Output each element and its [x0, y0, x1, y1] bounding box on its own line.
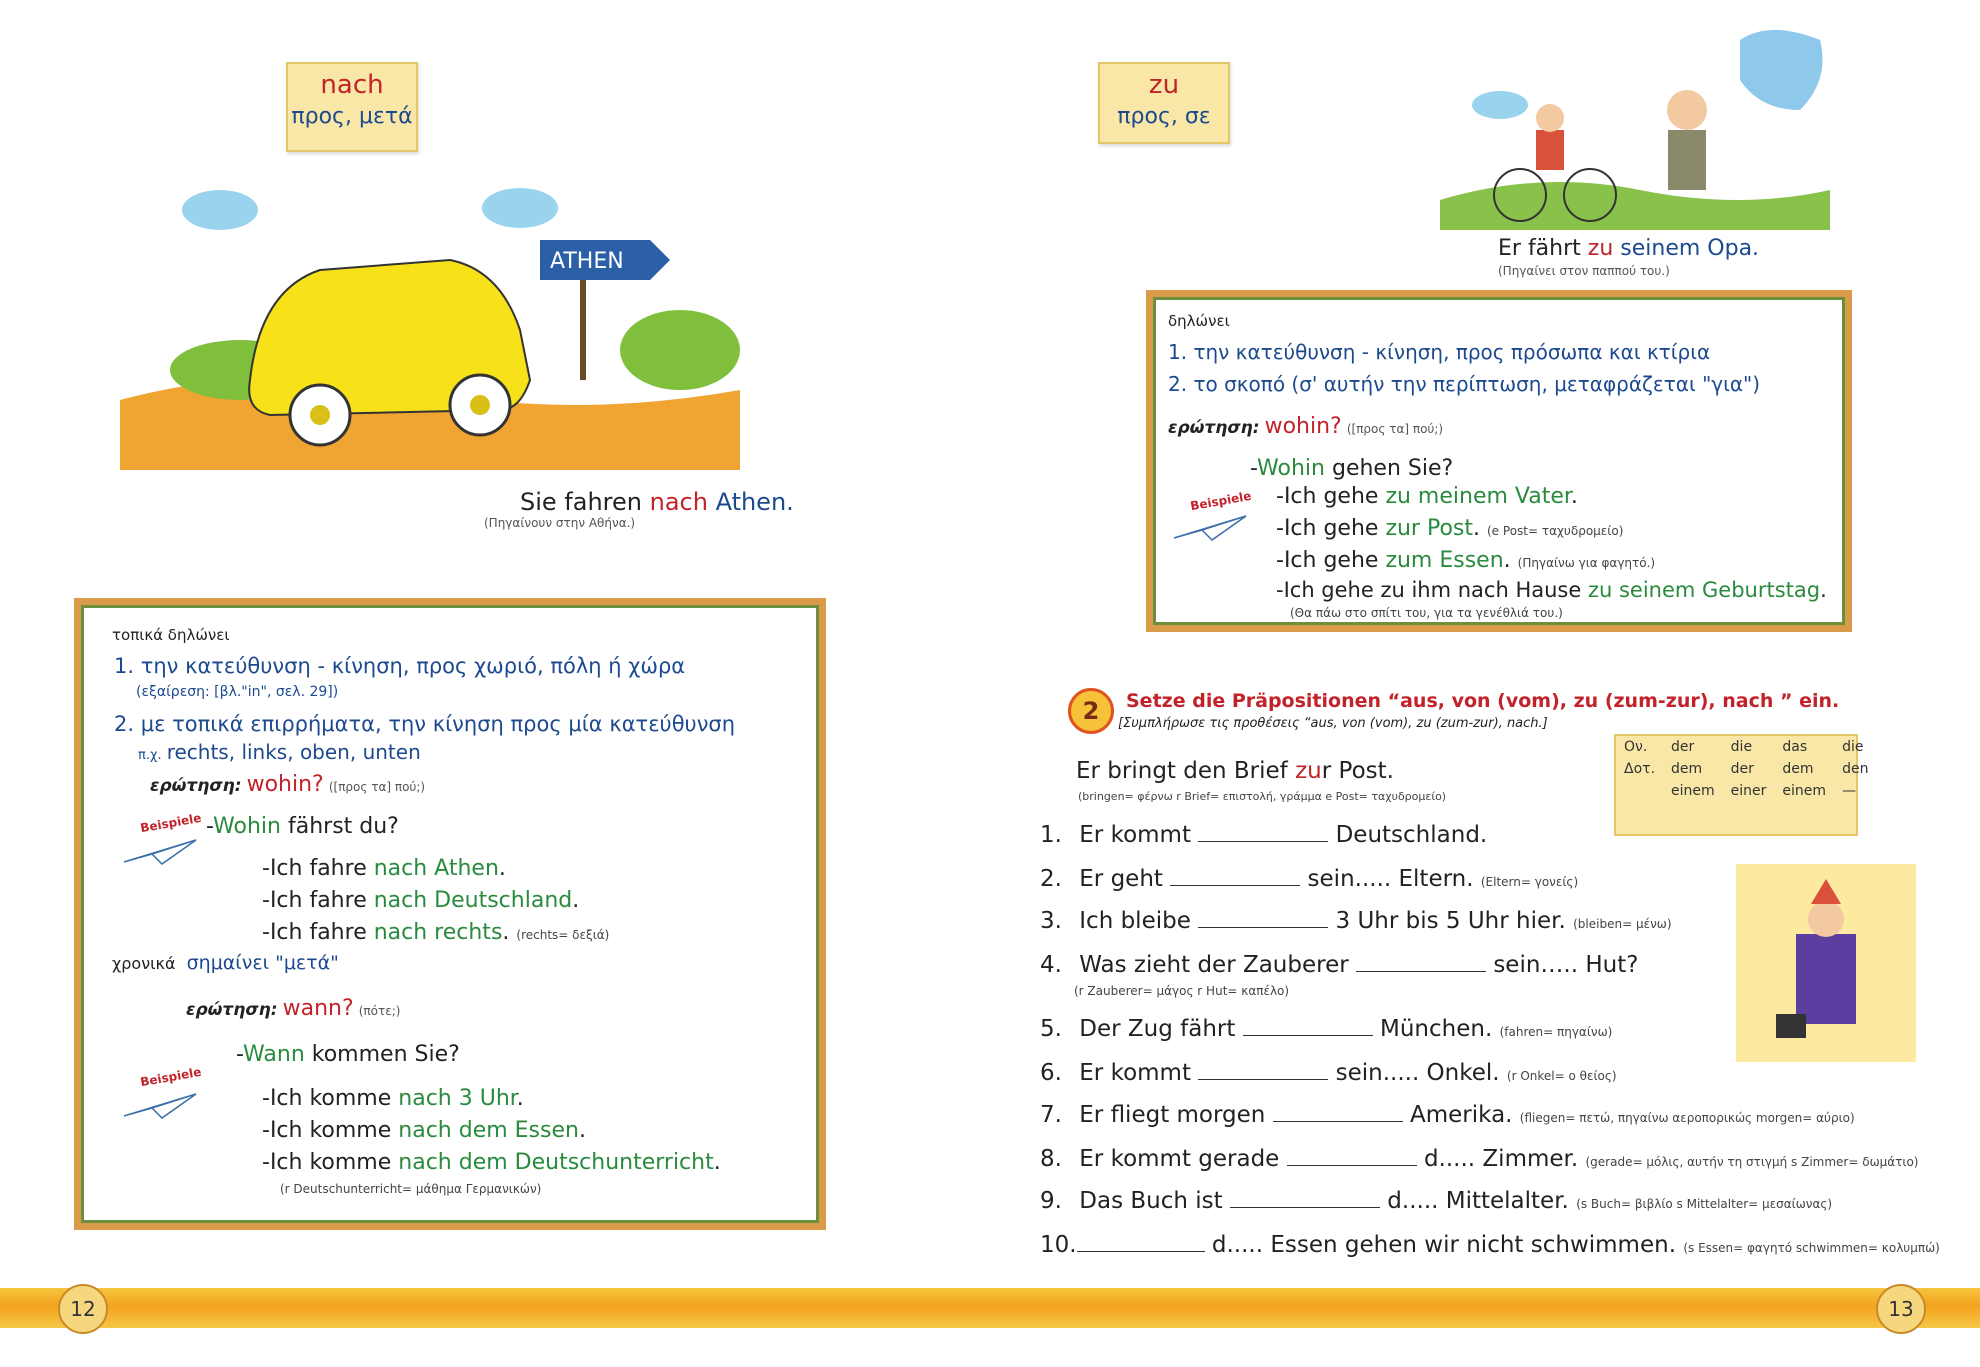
- item-mid: sein….. Hut?: [1493, 952, 1639, 978]
- ex-qword: Wohin: [1257, 456, 1325, 481]
- ex-prep: zu seinem Geburtstag: [1587, 578, 1821, 602]
- item-note: (fliegen= πετώ, πηγαίνω αεροπορικώς morgen= αύριο): [1519, 1111, 1855, 1125]
- ex-post: .: [578, 1118, 586, 1143]
- grandpa-head: [1667, 90, 1707, 130]
- dat-label: Δοτ.: [1624, 761, 1656, 777]
- answer-blank[interactable]: [1243, 1017, 1373, 1036]
- left-ex2-question: [236, 1042, 460, 1067]
- item-pre: Er geht: [1079, 866, 1163, 892]
- paper-plane-icon: [1172, 512, 1248, 542]
- article-cell: einer: [1730, 783, 1767, 799]
- item-pre: Was zieht der Zauberer: [1079, 952, 1349, 978]
- article-cell: dem: [1782, 761, 1814, 777]
- cloud-small: [1472, 91, 1528, 119]
- ex-prep: nach Athen: [373, 856, 499, 881]
- answer-blank[interactable]: [1198, 909, 1328, 928]
- beispiele-tag-3: Beispiele: [1189, 488, 1253, 514]
- example-pre: Er bringt den Brief: [1076, 758, 1296, 784]
- ex-prep: nach dem Deutschunterricht: [398, 1150, 714, 1175]
- ex-pre: -Ich gehe: [1276, 548, 1386, 573]
- page-number-right: 13: [1876, 1284, 1926, 1334]
- ex-post: .: [1503, 548, 1511, 573]
- sign-text: ATHEN: [550, 249, 624, 274]
- left-title-gk: προς, μετά: [291, 104, 413, 129]
- page-number-left: 12: [58, 1284, 108, 1334]
- article-cell: der: [1671, 739, 1695, 755]
- ex-prep: nach Deutschland: [373, 888, 573, 913]
- item-mid: sein..... Onkel.: [1335, 1060, 1500, 1086]
- ex-prep: zu meinem Vater: [1385, 484, 1571, 509]
- left-title-box: [286, 62, 418, 152]
- exercise-item-4: [1040, 952, 1638, 978]
- sign-post: [580, 270, 586, 380]
- boy-head: [1536, 104, 1564, 132]
- answer-blank[interactable]: [1356, 953, 1486, 972]
- answer-blank[interactable]: [1170, 867, 1300, 886]
- caption-pre: Sie fahren: [520, 488, 650, 516]
- exercise-item-2: [1040, 866, 1578, 892]
- right-image-caption: [1498, 236, 1759, 261]
- article-cell: —: [1842, 783, 1857, 799]
- ex-prep: nach dem Essen: [398, 1118, 579, 1143]
- question2-label: ερώτηση:: [186, 1000, 278, 1020]
- right-ex-row-1: [1276, 484, 1578, 509]
- exercise-item-10: [1040, 1232, 1940, 1258]
- article-cell: das: [1782, 739, 1808, 755]
- ex2-qrest: kommen Sie?: [304, 1042, 460, 1067]
- bush-right: [620, 310, 740, 390]
- caption-prep: zu: [1587, 236, 1614, 261]
- item-note: (r Onkel= ο θείος): [1506, 1069, 1617, 1083]
- caption-prep: nach: [649, 488, 708, 516]
- articles-row-dat: [1616, 758, 1876, 780]
- ex-note: (Πηγαίνω για φαγητό.): [1517, 556, 1656, 570]
- answer-blank[interactable]: [1287, 1147, 1417, 1166]
- empty-cell: [1616, 780, 1663, 802]
- example-r: r: [1321, 758, 1332, 784]
- ex-post: .: [1820, 578, 1827, 602]
- ex-pre: -Ich gehe: [1276, 484, 1386, 509]
- car-hub-back: [470, 395, 490, 415]
- item-number: 2.: [1040, 866, 1062, 892]
- bike-illustration: [1440, 20, 1830, 235]
- beispiele-tag-1: Beispiele: [139, 810, 203, 836]
- item-pre: Ich bleibe: [1079, 908, 1191, 934]
- left-point2-examples: [138, 740, 421, 764]
- item-number: 6.: [1040, 1060, 1062, 1086]
- ex-prep: nach rechts: [373, 920, 503, 945]
- item-note: (gerade= μόλις, αυτήν τη στιγμή s Zimmer= δωμάτιο): [1585, 1155, 1919, 1169]
- left-image-caption: [520, 488, 794, 516]
- ex2-dash: -: [236, 1042, 244, 1067]
- exercise-instruction: Setze die Präpositionen “aus, von (vom), zu (zum-zur), nach ” ein.: [1126, 690, 1840, 712]
- right-title-gk: προς, σε: [1117, 104, 1211, 129]
- left-ex2-row-2: [262, 1118, 586, 1143]
- article-cell: den: [1842, 761, 1869, 777]
- item-pre: Er fliegt morgen: [1079, 1102, 1266, 1128]
- magician-hat: [1776, 1014, 1806, 1038]
- cloud-right: [482, 188, 558, 228]
- right-ex-row-4-note: (Θα πάω στο σπίτι του, για τα γενέθλιά του.): [1290, 606, 1563, 620]
- item-number: 3.: [1040, 908, 1062, 934]
- exercise-example-note: (bringen= φέρνω r Brief= επιστολή, γράμμα e Post= ταχυδρομείο): [1078, 790, 1447, 803]
- item-mid: Deutschland.: [1335, 822, 1488, 848]
- question2-word: wann?: [282, 996, 354, 1021]
- article-cell: einem: [1671, 783, 1715, 799]
- nom-label: Ον.: [1624, 739, 1648, 755]
- right-ex-row-3: [1276, 548, 1655, 573]
- exercise-item-9: [1040, 1188, 1832, 1214]
- question-word: wohin?: [246, 772, 324, 797]
- left-ex2-row-1: [262, 1086, 524, 1111]
- item-number: 7.: [1040, 1102, 1062, 1128]
- item-pre: Das Buch ist: [1079, 1188, 1223, 1214]
- question-note: ([προς τα] πού;): [1346, 422, 1444, 436]
- article-cell: einem: [1782, 783, 1827, 799]
- ex-post: .: [713, 1150, 721, 1175]
- articles-row-indef: [1616, 780, 1876, 802]
- right-point2: 2. το σκοπό (σ' αυτήν την περίπτωση, μεταφράζεται "για"): [1168, 372, 1761, 396]
- magician-head: [1808, 901, 1844, 937]
- left-point1-note: (εξαίρεση: [βλ."in", σελ. 29]): [136, 684, 339, 700]
- item-mid: München.: [1380, 1016, 1493, 1042]
- ex-pre: -Ich fahre: [262, 856, 374, 881]
- left-title-de: nach: [320, 70, 384, 100]
- item-note: (s Essen= φαγητό schwimmen= κολυμπώ): [1683, 1241, 1940, 1255]
- exercise-example: [1076, 758, 1394, 784]
- article-cell: dem: [1671, 761, 1703, 777]
- caption-post: seinem Opa.: [1613, 236, 1760, 261]
- ex-pre: -Ich komme: [262, 1086, 399, 1111]
- footer-strip: [0, 1288, 1980, 1328]
- magician-cloak: [1796, 934, 1856, 1024]
- item-pre: Er kommt: [1079, 1060, 1191, 1086]
- right-ex-question: [1250, 456, 1453, 481]
- left-temporal: [112, 952, 339, 974]
- ex-note: (e Post= ταχυδρομείο): [1487, 524, 1624, 538]
- item-mid: d..... Zimmer.: [1423, 1146, 1579, 1172]
- right-box-heading: δηλώνει: [1168, 312, 1230, 330]
- exercise-item-1: [1040, 822, 1487, 848]
- left-point1: 1. την κατεύθυνση - κίνηση, προς χωριό, πόλη ή χώρα: [114, 654, 686, 678]
- item-mid: d..... Essen gehen wir nicht schwimmen.: [1211, 1232, 1677, 1258]
- right-image-caption-gk: (Πηγαίνει στον παππού του.): [1498, 264, 1670, 278]
- left-point2: 2. με τοπικά επιρρήματα, την κίνηση προς μία κατεύθυνση: [114, 712, 736, 736]
- exercise-item-5: [1040, 1016, 1612, 1042]
- item-number: 5.: [1040, 1016, 1062, 1042]
- ex-pre: -Ich komme: [262, 1150, 399, 1175]
- cloud-left: [182, 190, 258, 230]
- answer-blank[interactable]: [1230, 1189, 1380, 1208]
- grandpa-body: [1668, 130, 1706, 190]
- left-ex1-row-3: [262, 920, 609, 945]
- question-note: ([προς τα] πού;): [328, 780, 426, 794]
- ex-post: .: [516, 1086, 524, 1111]
- left-ex2-row-3: [262, 1150, 721, 1175]
- articles-grid: [1616, 736, 1876, 802]
- right-ex-row-4: [1276, 578, 1827, 602]
- ex-post: .: [498, 856, 506, 881]
- item-number: 10.: [1040, 1232, 1077, 1258]
- left-image-caption-gk: (Πηγαίνουν στην Αθήνα.): [484, 516, 636, 530]
- ex-post: .: [1473, 516, 1480, 541]
- paper-plane-icon: [122, 1090, 198, 1120]
- ex-pre: -Ich gehe: [1276, 516, 1386, 541]
- question-label: ερώτηση:: [1168, 418, 1260, 438]
- car-illustration: [120, 180, 740, 480]
- question-label: ερώτηση:: [150, 776, 242, 796]
- car-hub-front: [310, 405, 330, 425]
- ex-prep: zur Post: [1385, 516, 1473, 541]
- right-question: [1168, 414, 1443, 439]
- ex-pre: -Ich fahre: [262, 920, 374, 945]
- item-mid: d..... Mittelalter.: [1387, 1188, 1569, 1214]
- left-question-1: [150, 772, 425, 797]
- article-cell: die: [1842, 739, 1864, 755]
- article-cell: der: [1730, 761, 1754, 777]
- ex-note: (rechts= δεξιά): [516, 928, 610, 942]
- exercise-number-badge: [1068, 688, 1114, 734]
- ex-qrest: gehen Sie?: [1324, 456, 1454, 481]
- caption-post: Athen.: [707, 488, 794, 516]
- ex1-qrest: fährst du?: [280, 814, 399, 839]
- exercise-instruction-gk: [Συμπλήρωσε τις προθέσεις “aus, von (vom), zu (zum-zur), nach.]: [1118, 716, 1548, 731]
- exercise-item-7: [1040, 1102, 1855, 1128]
- ex-post: .: [572, 888, 580, 913]
- ex1-dash: -: [206, 814, 214, 839]
- ex-dash: -: [1250, 456, 1258, 481]
- item-mid: 3 Uhr bis 5 Uhr hier.: [1335, 908, 1566, 934]
- item-note: (fahren= πηγαίνω): [1499, 1025, 1613, 1039]
- left-question-2: [186, 996, 400, 1021]
- item-pre: Der Zug fährt: [1079, 1016, 1236, 1042]
- item-pre: Er kommt gerade: [1079, 1146, 1280, 1172]
- ex-pre: -Ich fahre: [262, 888, 374, 913]
- articles-row-nom: [1616, 736, 1876, 758]
- boy-body: [1536, 130, 1564, 170]
- answer-blank[interactable]: [1198, 823, 1328, 842]
- exercise-item-4-note: (r Zauberer= μάγος r Hut= καπέλο): [1074, 984, 1290, 998]
- answer-blank[interactable]: [1198, 1061, 1328, 1080]
- item-number: 8.: [1040, 1146, 1062, 1172]
- beispiele-tag-2: Beispiele: [139, 1064, 203, 1090]
- px-label: π.χ.: [138, 748, 162, 763]
- ex-pre: -Ich gehe zu ihm nach Hause: [1276, 578, 1588, 602]
- ex2-qword: Wann: [243, 1042, 305, 1067]
- magician-illustration: [1736, 864, 1916, 1062]
- exercise-item-8: [1040, 1146, 1918, 1172]
- ex-pre: -Ich komme: [262, 1118, 399, 1143]
- left-ex1-row-1: [262, 856, 506, 881]
- item-pre: Er kommt: [1079, 822, 1191, 848]
- rain-cloud: [1740, 30, 1823, 110]
- right-ex-row-2: [1276, 516, 1623, 541]
- left-box-heading: τοπικά δηλώνει: [112, 626, 230, 644]
- article-cell: die: [1730, 739, 1753, 755]
- ex-post: .: [502, 920, 510, 945]
- item-number: 4.: [1040, 952, 1062, 978]
- answer-blank[interactable]: [1077, 1233, 1205, 1252]
- item-mid: Amerika.: [1410, 1102, 1513, 1128]
- left-ex1-question: [206, 814, 399, 839]
- left-ex1-row-2: [262, 888, 579, 913]
- right-point1: 1. την κατεύθυνση - κίνηση, προς πρόσωπα και κτίρια: [1168, 340, 1711, 364]
- ex1-qword: Wohin: [213, 814, 281, 839]
- exercise-number: 2: [1082, 697, 1100, 725]
- question-word: wohin?: [1264, 414, 1342, 439]
- right-title-box: [1098, 62, 1230, 144]
- grass: [1440, 182, 1830, 230]
- paper-plane-icon: [122, 836, 198, 866]
- item-number: 1.: [1040, 822, 1062, 848]
- temporal-meaning: σημαίνει "μετά": [186, 952, 339, 974]
- example-prep: zu: [1295, 758, 1322, 784]
- right-title-de: zu: [1148, 70, 1180, 100]
- answer-blank[interactable]: [1273, 1103, 1403, 1122]
- caption-pre: Er fährt: [1498, 236, 1588, 261]
- item-mid: sein..... Eltern.: [1307, 866, 1474, 892]
- ex-prep: zum Essen: [1385, 548, 1504, 573]
- item-note: (Eltern= γονείς): [1480, 875, 1579, 889]
- temporal-label: χρονικά: [112, 954, 176, 973]
- item-note: (s Buch= βιβλίο s Mittelalter= μεσαίωνας): [1576, 1197, 1833, 1211]
- example-post: Post.: [1331, 758, 1394, 784]
- exercise-item-3: [1040, 908, 1672, 934]
- adverb-examples: rechts, links, oben, unten: [166, 740, 421, 764]
- item-note: (bleiben= μένω): [1573, 917, 1672, 931]
- exercise-item-6: [1040, 1060, 1617, 1086]
- question2-note: (πότε;): [358, 1004, 401, 1018]
- ex-prep: nach 3 Uhr: [398, 1086, 517, 1111]
- ex-post: .: [1570, 484, 1578, 509]
- articles-table: [1614, 734, 1869, 836]
- item-number: 9.: [1040, 1188, 1062, 1214]
- left-footnote: (r Deutschunterricht= μάθημα Γερμανικών): [280, 1182, 542, 1196]
